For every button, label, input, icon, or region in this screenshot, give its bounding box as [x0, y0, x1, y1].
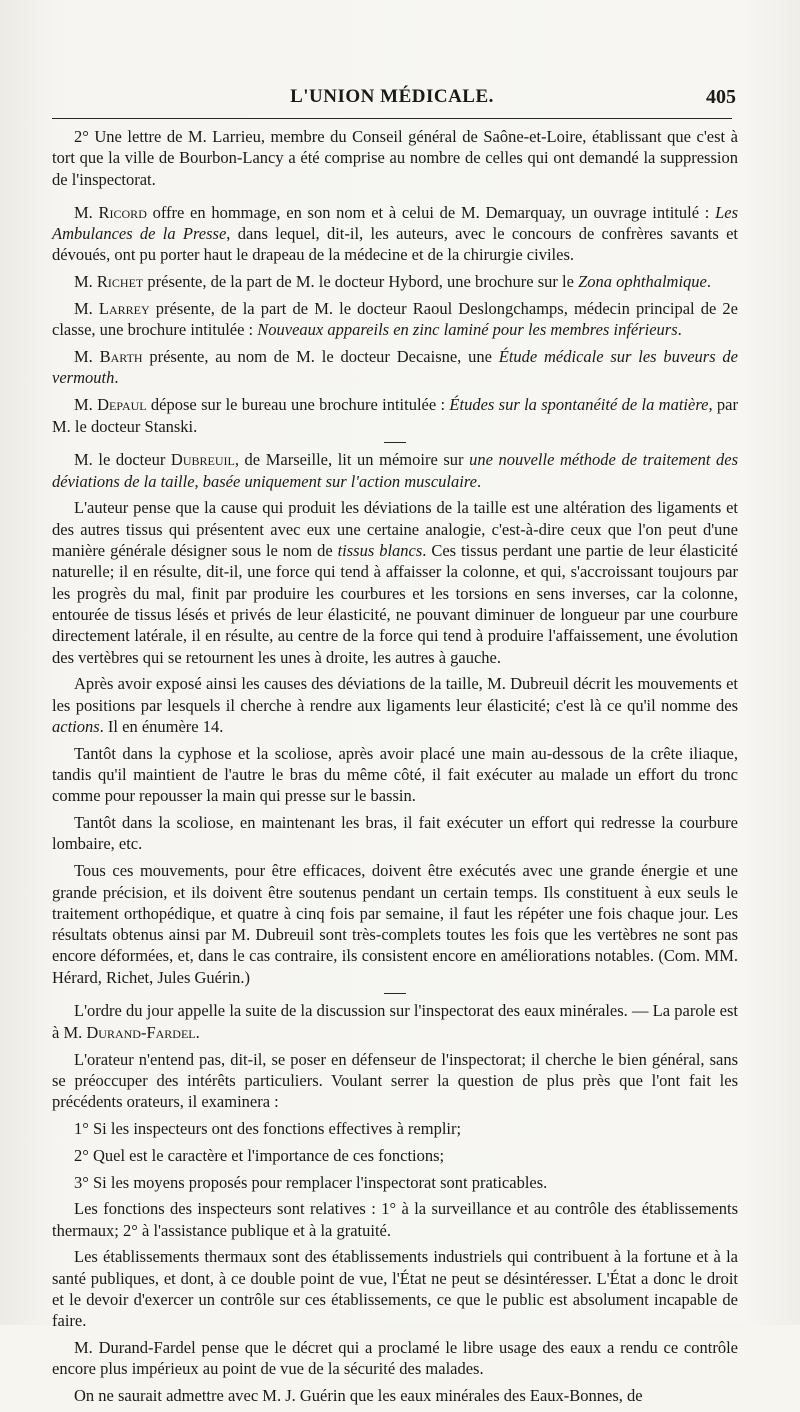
speaker-name: Larrey: [98, 299, 150, 319]
page-number: 405: [706, 86, 736, 108]
list-item: 3° Si les moyens proposés pour remplacer l'inspectorat sont praticables.: [74, 1172, 548, 1192]
paragraph-dubreuil: M. le docteur Dubreuil, de Marseille, lit un mémoire sur une nouvelle méthode de traitement des déviations de la taille, basée uniquement sur l'action musculaire.: [52, 450, 739, 491]
paragraph-barth: M. Barth présente, au nom de M. le docteur Decaisne, une Étude médicale sur les buveurs de vermouth.: [52, 347, 739, 388]
paragraph-ricord: M. Ricord offre en hommage, en son nom et à celui de M. Demarquay, un ouvrage intitulé : Les Ambulances de la Presse, dans lequel, dit-il, les auteurs, avec le concours de confrères savants et dévoués, ont pu porter haut le drapeau de la médecine et de la chirurgie civiles.: [52, 202, 738, 265]
paragraph-letter-larrieu: 2° Une lettre de M. Larrieu, membre du Conseil général de Saône-et-Loire, établissant que c'est à tort que la ville de Bourbon-Lancy a été comprise au nombre de celles qui ont demandé la suppression de l'inspectorat.: [52, 127, 738, 189]
term: tissus blancs: [337, 541, 423, 561]
speaker-name: Richet: [96, 272, 144, 292]
paragraph-order-of-day: L'ordre du jour appelle la suite de la discussion sur l'inspectorat des eaux minérales. — La parole est à M. Durand-Fardel.: [52, 1001, 738, 1042]
paragraph-scoliose: Tantôt dans la scoliose, en maintenant les bras, il fait exécuter un effort qui redresse la courbure lombaire, etc.: [52, 813, 738, 854]
paragraph-author-theory: L'auteur pense que la cause qui produit les déviations de la taille est une altération des ligaments et des autres tissus qui présentent avec eux une certaine analogie, c'est-à-dire ceux que l'on peut d'une manière générale désigner sous le nom de tissus blancs. Ces tissus perdant une partie de leur élasticité naturelle; il en résulte, dit-il, une force qui tend à affaisser la colonne, et qui, s'accroissant toujours par les progrès du mal, finit par produire les courbures et les torsions en sens inverses, car la colonne, entourée de tissus lésés et privés de leur élasticité, ne pouvant diminuer de longueur par une courbure directement latérale, il en résulte, au centre de la force qui tend à produire l'affaissement, une évolution des vertèbres qui se retournent les unes à droite, les autres à gauche.: [52, 498, 739, 667]
list-item: 1° Si les inspecteurs ont des fonctions effectives à remplir;: [74, 1118, 462, 1138]
speaker-name: Ricord: [98, 202, 147, 222]
paragraph-establishments: Les établissements thermaux sont des établissements industriels qui contribuent à la fortune et à la santé publiques, et dont, à ce double point de vue, l'État ne peut se désintéresser. L'État a donc le droit et le devoir d'exercer un contrôle sur ces établissements, ce que le public est absolument incapable de faire.: [52, 1247, 738, 1331]
speaker-name: Barth: [99, 347, 143, 367]
page-header: [52, 84, 736, 119]
work-title: une nouvelle méthode de traitement des déviations de la taille, basée uniquement sur l'action musculaire: [52, 450, 739, 491]
speaker-name: Dubreuil: [170, 450, 235, 470]
section-separator: [384, 993, 406, 994]
paragraph-decree: M. Durand-Fardel pense que le décret qui a proclamé le libre usage des eaux a rendu ce contrôle encore plus impérieux au point de vue de la sécurité des malades.: [52, 1338, 738, 1379]
paragraph-larrey: M. Larrey présente, de la part de M. le docteur Raoul Deslongchamps, médecin principal de 2e classe, une brochure intitulée : Nouveaux appareils en zinc laminé pour les membres inférieurs.: [52, 299, 738, 340]
paragraph-orator: L'orateur n'entend pas, dit-il, se poser en défenseur de l'inspectorat; il cherche le bien général, sans se préoccuper des intérêts particuliers. Voulant serrer la question de plus près que l'ont fait les précédents orateurs, il examinera :: [52, 1049, 738, 1112]
speaker-name: Depaul: [97, 395, 147, 415]
paragraph-richet: M. Richet présente, de la part de M. le docteur Hybord, une brochure sur le Zona ophthalmique.: [74, 272, 711, 292]
work-title: Études sur la spontanéité de la matière: [449, 395, 709, 415]
list-item: 2° Quel est le caractère et l'importance de ces fonctions;: [74, 1145, 445, 1165]
paragraph-movements: Tous ces mouvements, pour être efficaces, doivent être exécutés avec une grande énergie et une grande précision, et ils doivent être soutenus pendant un certain temps. Ils constituent à eux seuls le traitement orthopédique, et quatre à cinq fois par semaine, il faut les répéter une fois chaque jour. Les résultats obtenus ainsi par M. Dubreuil sont très-complets toutes les fois que les vertèbres ne sont pas encore déformées, et, dans le cas contraire, ils consistent encore en améliorations notables. (Com. MM. Hérard, Richet, Jules Guérin.): [52, 861, 738, 987]
section-separator: [384, 442, 406, 443]
paragraph-functions: Les fonctions des inspecteurs sont relatives : 1° à la surveillance et au contrôle des établissements thermaux; 2° à l'assistance publique et à la gratuité.: [52, 1199, 738, 1240]
work-title: Nouveaux appareils en zinc laminé pour les membres inférieurs: [257, 320, 678, 340]
paragraph-actions: Après avoir exposé ainsi les causes des déviations de la taille, M. Dubreuil décrit les mouvements et les positions par lesquels il cherche à rendre aux ligaments leur élasticité; c'est là ce qu'il nomme des actions. Il en énumère 14.: [52, 674, 738, 736]
paragraph-cyphose: Tantôt dans la cyphose et la scoliose, après avoir placé une main au-dessous de la crête iliaque, tandis qu'il maintient de l'autre le bras du même côté, il fait exécuter au malade un effort du tronc comme pour repousser la main qui presse sur le bassin.: [52, 743, 738, 806]
work-title: Les Ambulances de la Presse: [52, 202, 738, 244]
work-title: Étude médicale sur les buveurs de vermouth: [52, 347, 739, 388]
paragraph-depaul: M. Depaul dépose sur le bureau une brochure intitulée : Études sur la spontanéité de la matière, par M. le docteur Stanski.: [52, 395, 738, 436]
article-body: [52, 126, 738, 1412]
running-title: L'UNION MÉDICALE.: [290, 86, 494, 107]
speaker-name: Durand-Fardel: [86, 1022, 196, 1042]
work-title: Zona ophthalmique: [578, 272, 707, 292]
paragraph-guerin: On ne saurait admettre avec M. J. Guérin que les eaux minérales des Eaux-Bonnes, de: [74, 1386, 643, 1406]
term: actions: [52, 716, 100, 736]
